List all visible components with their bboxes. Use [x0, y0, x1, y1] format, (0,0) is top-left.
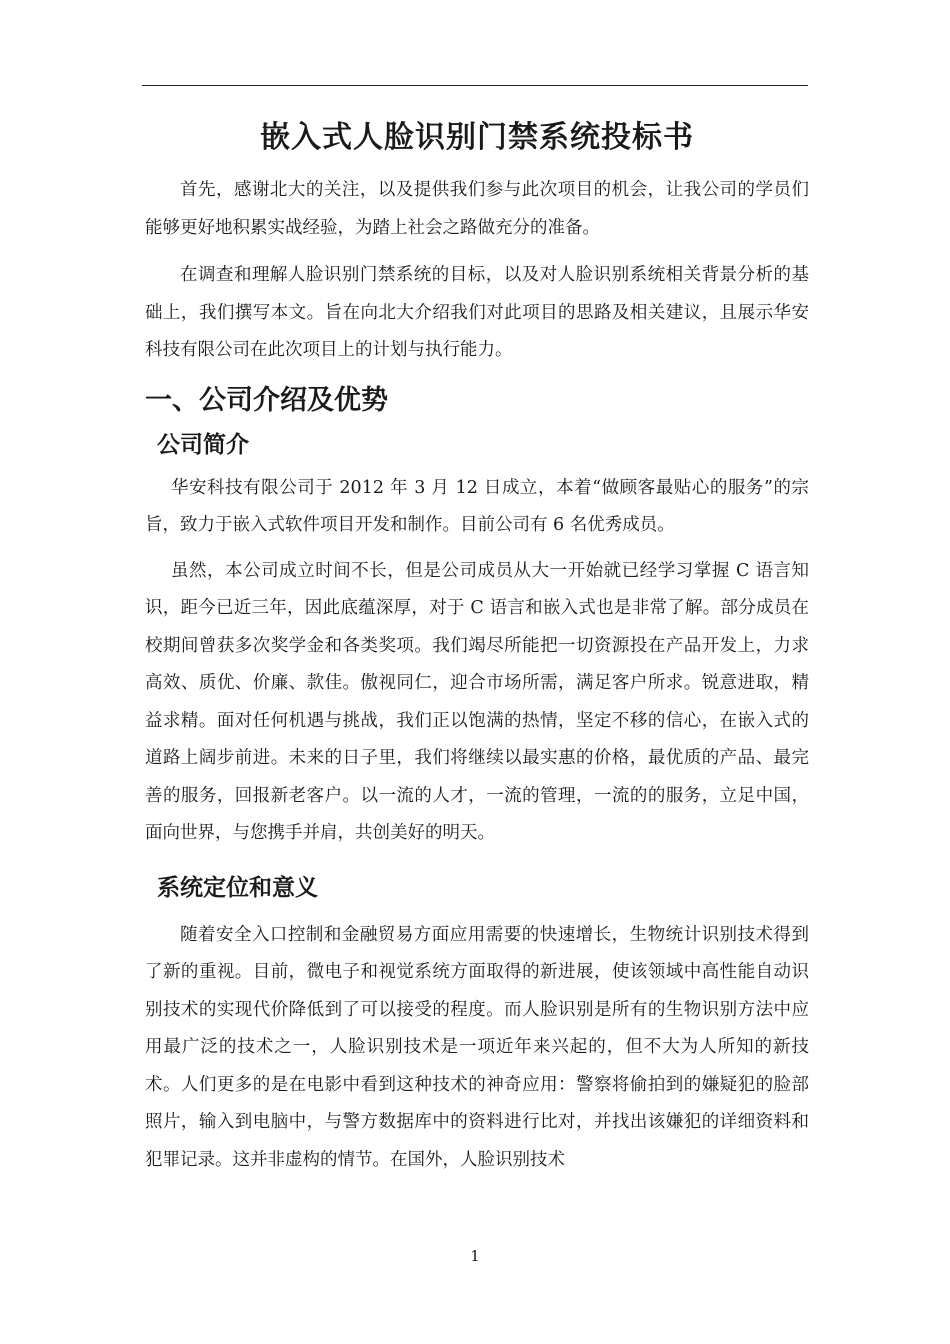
subsection-heading-profile: 公司简介 — [157, 430, 249, 458]
header-rule — [142, 85, 808, 86]
subsection-heading-positioning: 系统定位和意义 — [157, 873, 318, 901]
page-number: 1 — [470, 1247, 480, 1265]
profile-paragraph-1: 华安科技有限公司于 2012 年 3 月 12 日成立，本着“做顾客最贴心的服务”的宗旨，致力于嵌入式软件项目开发和制作。目前公司有 6 名优秀成员。 — [145, 477, 809, 535]
document-title: 嵌入式人脸识别门禁系统投标书 — [260, 120, 694, 155]
profile-paragraph-2: 虽然，本公司成立时间不长，但是公司成员从大一开始就已经学习掌握 C 语言知识，距今已近三年，因此底蕴深厚，对于 C 语言和嵌入式也是非常了解。部分成员在校期间曾获多次奖学金和各类奖项。我们竭尽所能把一切资源投在产品开发上，力求高效、质优、价廉、款佳。傲视同仁，迎合市场所需，满足客户所求。锐意进取，精益求精。面对任何机遇与挑战，我们正以饱满的热情，坚定不移的信心，在嵌入式的道路上阔步前进。未来的日子里，我们将继续以最实惠的价格，最优质的产品、最完善的服务，回报新老客户。以一流的人才，一流的管理，一流的的服务，立足中国，面向世界，与您携手并肩，共创美好的明天。 — [145, 560, 809, 843]
intro-paragraph-2: 在调查和理解人脸识别门禁系统的目标，以及对人脸识别系统相关背景分析的基础上，我们撰写本文。旨在向北大介绍我们对此项目的思路及相关建议，且展示华安科技有限公司在此次项目上的计划与执行能力。 — [145, 265, 809, 360]
positioning-paragraph-1: 随着安全入口控制和金融贸易方面应用需要的快速增长，生物统计识别技术得到了新的重视。目前，微电子和视觉系统方面取得的新进展，使该领域中高性能自动识别技术的实现代价降低到了可以接受的程度。而人脸识别是所有的生物识别方法中应用最广泛的技术之一，人脸识别技术是一项近年来兴起的，但不大为人所知的新技术。人们更多的是在电影中看到这种技术的神奇应用：警察将偷拍到的嫌疑犯的脸部照片，输入到电脑中，与警方数据库中的资料进行比对，并找出该嫌犯的详细资料和犯罪记录。这并非虚构的情节。在国外，人脸识别技术 — [145, 924, 809, 1170]
document-body — [145, 116, 809, 1179]
section-heading-company: 一、公司介绍及优势 — [145, 384, 388, 416]
intro-paragraph-1: 首先，感谢北大的关注，以及提供我们参与此次项目的机会，让我公司的学员们能够更好地积累实战经验，为踏上社会之路做充分的准备。 — [145, 180, 809, 238]
